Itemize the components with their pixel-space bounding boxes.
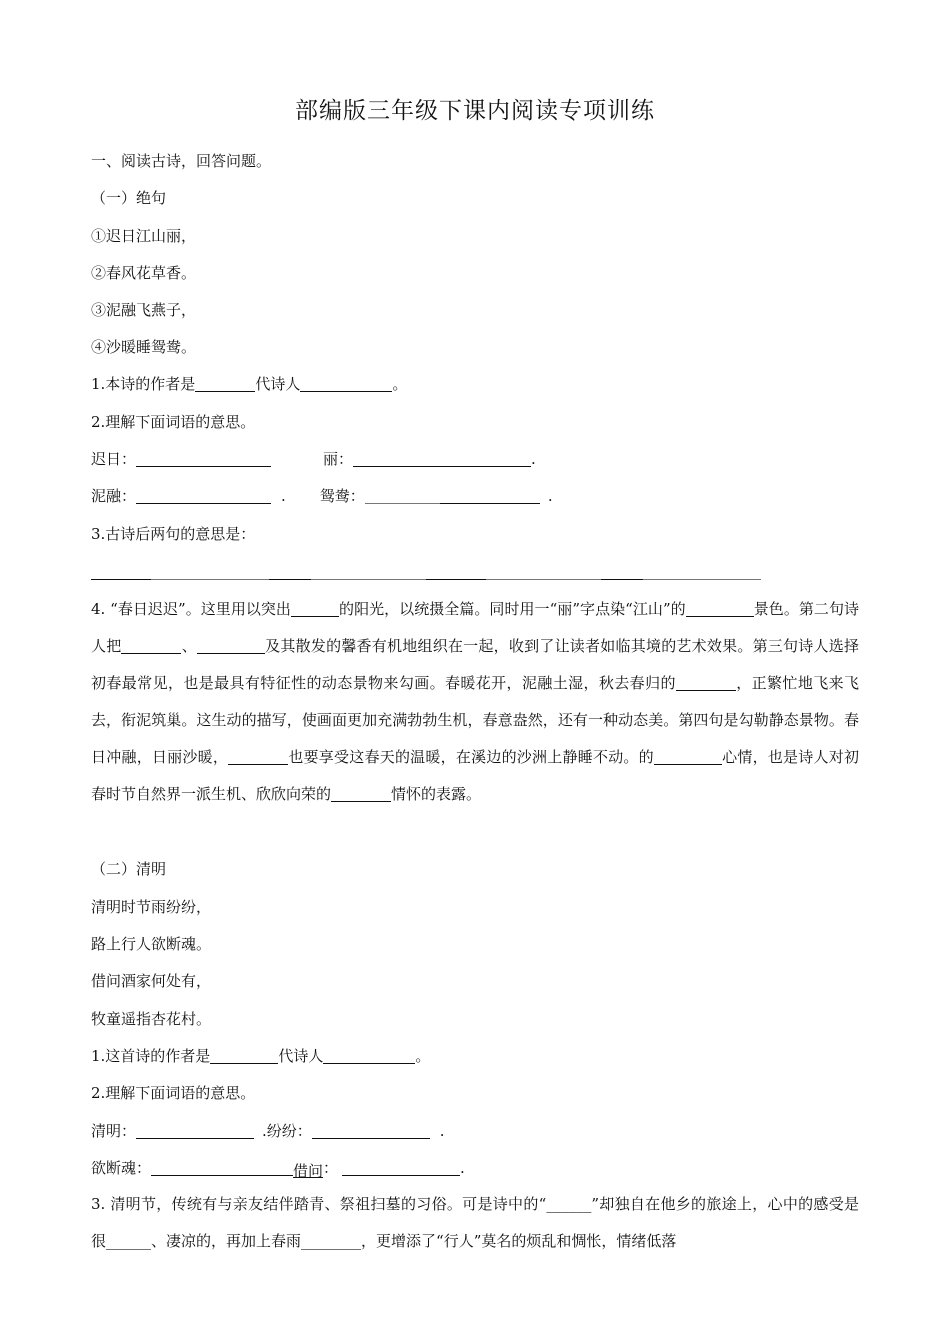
answer-blank[interactable] xyxy=(643,562,761,580)
answer-blank[interactable] xyxy=(601,562,643,580)
poem-line-3: 借问酒家何处有， xyxy=(91,972,212,990)
answer-blank[interactable] xyxy=(291,599,339,617)
vocab-row-2 xyxy=(91,485,553,507)
poem-line-3: ③泥融飞燕子， xyxy=(91,301,197,319)
vocab-row-1: 清明： .纷纷： . xyxy=(91,1122,445,1140)
punct: . xyxy=(531,450,536,468)
answer-blank[interactable] xyxy=(228,747,288,765)
answer-blank[interactable] xyxy=(136,1121,254,1139)
poem-line-2: 路上行人欲断魂。 xyxy=(91,935,212,953)
answer-blank[interactable] xyxy=(311,562,429,580)
answer-blank[interactable] xyxy=(312,1121,430,1139)
answer-blank[interactable] xyxy=(426,562,486,580)
vocab-term: 迟日： xyxy=(91,450,137,468)
answer-blank[interactable] xyxy=(486,562,604,580)
vocab-term: 丽： xyxy=(323,450,354,468)
answer-blank[interactable] xyxy=(197,636,265,654)
answer-blank[interactable] xyxy=(440,486,540,504)
answer-blank[interactable]: ______ xyxy=(106,1232,152,1250)
answer-blank[interactable] xyxy=(91,562,151,580)
section-heading: 一、阅读古诗，回答问题。 xyxy=(91,152,272,170)
answer-blank-dynasty[interactable] xyxy=(210,1046,278,1064)
question-text: 代诗人 xyxy=(255,375,301,393)
vocab-term: 泥融： xyxy=(91,487,137,505)
poem-line-1: ①迟日江山丽， xyxy=(91,227,197,245)
answer-blank[interactable] xyxy=(365,486,440,504)
answer-blank[interactable] xyxy=(342,1158,460,1176)
punct: . xyxy=(281,487,286,505)
question-1-author: 1.这首诗的作者是 代诗人 。 xyxy=(91,1047,431,1065)
poem-title-qingming: （二）清明 xyxy=(91,860,167,878)
question-text: 。 xyxy=(392,375,408,393)
vocab-term: 鸳鸯： xyxy=(319,487,365,505)
question-4-paragraph: 4. “春日迟迟”。这里用以突出 的阳光，以统摄全篇。同时用一“丽”字点染“江山”的 景色。第二句诗人把 、 及其散发的馨香有机地组织在一起，收到了让读者如临其境的艺术效果。第三句诗人选择初春最常见，也是最具有特征性的动态景物来勾画。春暖花开，泥融土湿，秋去春归的 ，正繁忙地飞来飞去，衔泥筑巢。这生动的描写，使画面更加充满勃勃生机，春意盎然，还有一种动态美。第四句是勾勒静态景物。春日冲融，日丽沙暖， 也要享受这春天的温暖，在溪边的沙洲上静睡不动。的 心情，也是诗人对初春时节自然界一派生机、欣欣向荣的 情怀的表露。 xyxy=(91,600,859,803)
question-3: 3.古诗后两句的意思是： xyxy=(91,525,256,543)
page-title: 部编版三年级下课内阅读专项训练 xyxy=(295,98,655,124)
answer-blank[interactable] xyxy=(121,636,181,654)
answer-blank[interactable] xyxy=(151,562,269,580)
answer-blank-dynasty[interactable] xyxy=(195,374,255,392)
question-3-paragraph: 3. 清明节，传统有与亲友结伴踏青、祭祖扫墓的习俗。可是诗中的“______”却独自在他乡的旅途上，心中的感受是很______、凄凉的，再加上春雨________，更增添了“行人”莫名的烦乱和惆怅，情绪低落 xyxy=(91,1195,859,1250)
question-2: 2.理解下面词语的意思。 xyxy=(91,413,256,431)
answer-blank[interactable] xyxy=(151,1158,293,1176)
punct: . xyxy=(547,487,553,505)
question-1-author xyxy=(91,373,407,395)
poem-line-2: ②春风花草香。 xyxy=(91,264,197,282)
vocab-row-2: 欲断魂： 借问： . xyxy=(91,1159,465,1180)
answer-blank[interactable]: ________ xyxy=(301,1232,362,1250)
question-2: 2.理解下面词语的意思。 xyxy=(91,1084,256,1102)
answer-line-poem-meaning[interactable] xyxy=(91,562,761,580)
vocab-term-jiewen: 借问 xyxy=(293,1162,324,1180)
vocab-row-1 xyxy=(91,448,536,470)
answer-blank[interactable] xyxy=(136,449,271,467)
poem-line-4: 牧童遥指杏花村。 xyxy=(91,1010,212,1028)
question-text: 1.本诗的作者是 xyxy=(91,375,196,393)
answer-blank[interactable] xyxy=(269,562,311,580)
answer-blank[interactable]: ______ xyxy=(546,1195,592,1213)
poem-title-jueju: （一）绝句 xyxy=(91,189,167,207)
answer-blank[interactable] xyxy=(654,747,722,765)
answer-blank[interactable] xyxy=(331,784,391,802)
answer-blank[interactable] xyxy=(353,449,531,467)
answer-blank-poet[interactable] xyxy=(323,1046,415,1064)
answer-blank-poet[interactable] xyxy=(300,374,392,392)
answer-blank[interactable] xyxy=(136,486,271,504)
answer-blank[interactable] xyxy=(686,599,754,617)
poem-line-4: ④沙暖睡鸳鸯。 xyxy=(91,338,197,356)
poem-line-1: 清明时节雨纷纷， xyxy=(91,898,212,916)
answer-blank[interactable] xyxy=(676,673,736,691)
